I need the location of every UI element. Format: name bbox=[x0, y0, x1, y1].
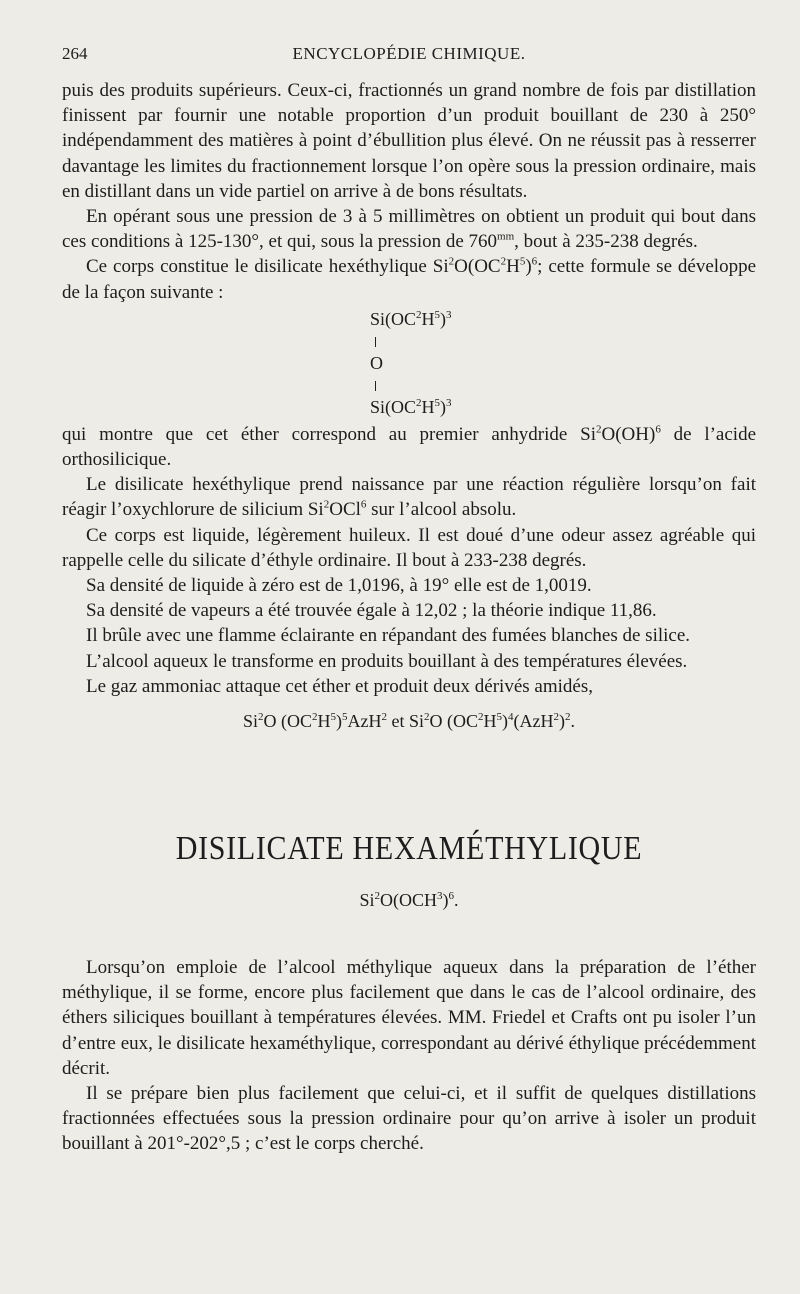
paragraph-4: qui montre que cet éther correspond au premier anhydride Si$^2$O(OH)$^6$ de l’acide orthosilicique. bbox=[62, 423, 757, 471]
structure-top: $Si(OC^2H^5)^3$ bbox=[370, 308, 452, 329]
section-spacer bbox=[62, 732, 756, 832]
paragraph-3: Ce corps constitue le disilicate hexéthylique $Si^2O(OC^2H^5)^6$; cette formule se développe de la façon suivante : bbox=[62, 256, 757, 303]
section-title: DISILICATE HEXAMÉTHYLIQUE bbox=[175, 830, 643, 867]
bond-line-upper bbox=[370, 330, 756, 352]
paragraph-6: Ce corps est liquide, légèrement huileux. Il est doué d’une odeur assez agréable qui rappelle celle du silicate d’éthyle ordinaire. Il bout à 233-238 degrés. bbox=[62, 524, 756, 571]
paragraph-5: Le disilicate hexéthylique prend naissance par une réaction régulière lorsqu’on fait réagir l’oxychlorure de silicium Si$^2$OCl$^6$ sur l’alcool absolu. bbox=[62, 474, 756, 521]
paragraph-10: L’alcool aqueux le transforme en produits bouillant à des températures élevées. bbox=[86, 650, 688, 672]
page-number: 264 bbox=[62, 44, 88, 63]
paragraph-2: En opérant sous une pression de 3 à 5 millimètres on obtient un produit qui bout dans ces conditions à 125-130°, et qui, sous la pression de $760^{mm}$, bout à 235-238 degrés. bbox=[62, 206, 756, 253]
paragraph-12: Lorsqu’on emploie de l’alcool méthylique aqueux dans la préparation de l’éther méthylique, il se forme, encore plus facilement que dans le cas de l’alcool ordinaire, des éthers siliciques bouillant à températures élevées. MM. Friedel et Crafts ont pu isoler l’un d’entre eux, le disilicate hexaméthylique, correspondant au dérivé éthylique précédemment décrit. bbox=[62, 957, 756, 1079]
structure-oxygen: O bbox=[370, 352, 383, 373]
paragraph-11: Le gaz ammoniac attaque cet éther et produit deux dérivés amidés, bbox=[86, 675, 593, 697]
paragraph-8: Sa densité de vapeurs a été trouvée égale à 12,02 ; la théorie indique 11,86. bbox=[86, 600, 657, 622]
page-header bbox=[62, 44, 756, 68]
structure-bottom: $Si(OC^2H^5)^3$ bbox=[370, 396, 452, 417]
section-formula: $Si^2O(OCH^3)^6$. bbox=[359, 890, 459, 911]
paragraph-13: Il se prépare bien plus facilement que celui-ci, et il suffit de quelques distillations fractionnées effectuées sous la pression ordinaire pour qu’on arrive à isoler un produit bouillant à 201°-202°,5 ; c’est le corps cherché. bbox=[62, 1083, 756, 1155]
paragraph-7: Sa densité de liquide à zéro est de 1,0196, à 19° elle est de 1,0019. bbox=[86, 575, 592, 597]
paragraph-9: Il brûle avec une flamme éclairante en répandant des fumées blanches de silice. bbox=[86, 625, 691, 647]
amide-formula: Si$^2$O $(OC^2H^5)^5AzH^2$ et Si$^2$O $(OC^2H^5)^4(AzH^2)^2$. bbox=[242, 711, 575, 732]
bond-line-lower bbox=[370, 374, 756, 396]
running-title: ENCYCLOPÉDIE CHIMIQUE. bbox=[292, 44, 526, 63]
paragraph-1: puis des produits supérieurs. Ceux-ci, fractionnés un grand nombre de fois par distillation finissent par fournir une notable proportion d’un produit bouillant de 230 à 250° indépendamment des matières à point d’ébullition plus élevé. On ne réussit pas à resserrer davantage les limites du fractionnement lorsque l’on opère sous la pression ordinaire, mais en distillant dans un vide partiel on arrive à de bons résultats. bbox=[62, 80, 756, 202]
structural-formula bbox=[370, 308, 756, 418]
